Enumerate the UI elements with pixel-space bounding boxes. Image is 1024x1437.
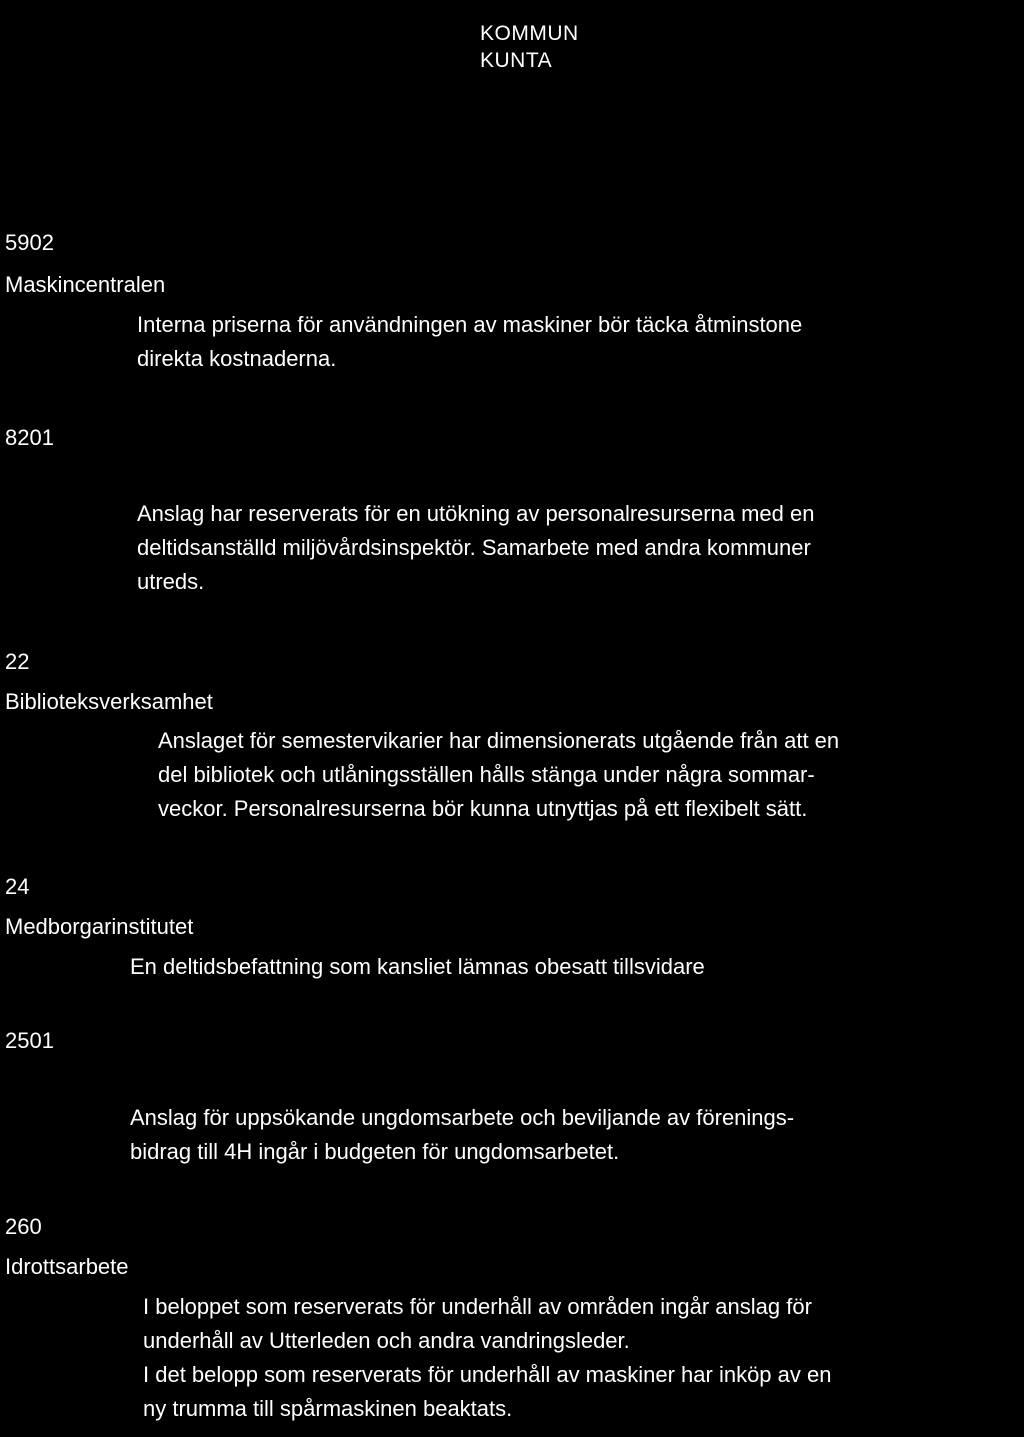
section-title-maskincentralen: Maskincentralen — [5, 272, 166, 297]
text-line: del bibliotek och utlåningsställen hålls stänga under några sommar- — [158, 762, 815, 787]
section-code-8201: 8201 — [5, 425, 54, 450]
section-code-2501: 2501 — [5, 1028, 54, 1053]
text-line: bidrag till 4H ingår i budgeten för ungdomsarbetet. — [130, 1139, 620, 1164]
text-line: En deltidsbefattning som kansliet lämnas obesatt tillsvidare — [130, 954, 705, 979]
text-line: utreds. — [137, 569, 205, 594]
page-header — [480, 20, 579, 74]
section-title-medborgarinstitutet: Medborgarinstitutet — [5, 914, 194, 939]
section-code-5902: 5902 — [5, 230, 54, 255]
text-line: deltidsanställd miljövårdsinspektör. Samarbete med andra kommuner — [137, 535, 811, 560]
header-line-swedish: KOMMUN — [480, 22, 579, 45]
section-text-medborgarinstitutet — [130, 950, 705, 984]
section-code-24: 24 — [5, 874, 30, 899]
section-title-biblioteksverksamhet: Biblioteksverksamhet — [5, 689, 213, 714]
text-line: I beloppet som reserverats för underhåll av områden ingår anslag för — [143, 1294, 812, 1319]
section-code-260: 260 — [5, 1214, 42, 1239]
text-line: veckor. Personalresurserna bör kunna utnyttjas på ett flexibelt sätt. — [158, 796, 808, 821]
text-line: ny trumma till spårmaskinen beaktats. — [143, 1396, 513, 1421]
section-text-maskincentralen — [137, 308, 802, 376]
text-line: I det belopp som reserverats för underhåll av maskiner har inköp av en — [143, 1362, 832, 1387]
header-line-finnish: KUNTA — [480, 49, 553, 72]
section-text-2501 — [130, 1101, 794, 1169]
text-line: Anslag för uppsökande ungdomsarbete och beviljande av förenings- — [130, 1105, 795, 1130]
text-line: Interna priserna för användningen av maskiner bör täcka åtminstone — [137, 312, 803, 337]
section-title-idrottsarbete: Idrottsarbete — [5, 1254, 129, 1279]
text-line: direkta kostnaderna. — [137, 346, 337, 371]
section-code-22: 22 — [5, 649, 30, 674]
section-text-biblioteksverksamhet — [158, 724, 839, 826]
section-text-idrottsarbete — [143, 1290, 831, 1426]
text-line: Anslag har reserverats för en utökning av personalresurserna med en — [137, 501, 815, 526]
text-line: underhåll av Utterleden och andra vandringsleder. — [143, 1328, 630, 1353]
section-text-8201 — [137, 497, 814, 599]
text-line: Anslaget för semestervikarier har dimensionerats utgående från att en — [158, 728, 840, 753]
